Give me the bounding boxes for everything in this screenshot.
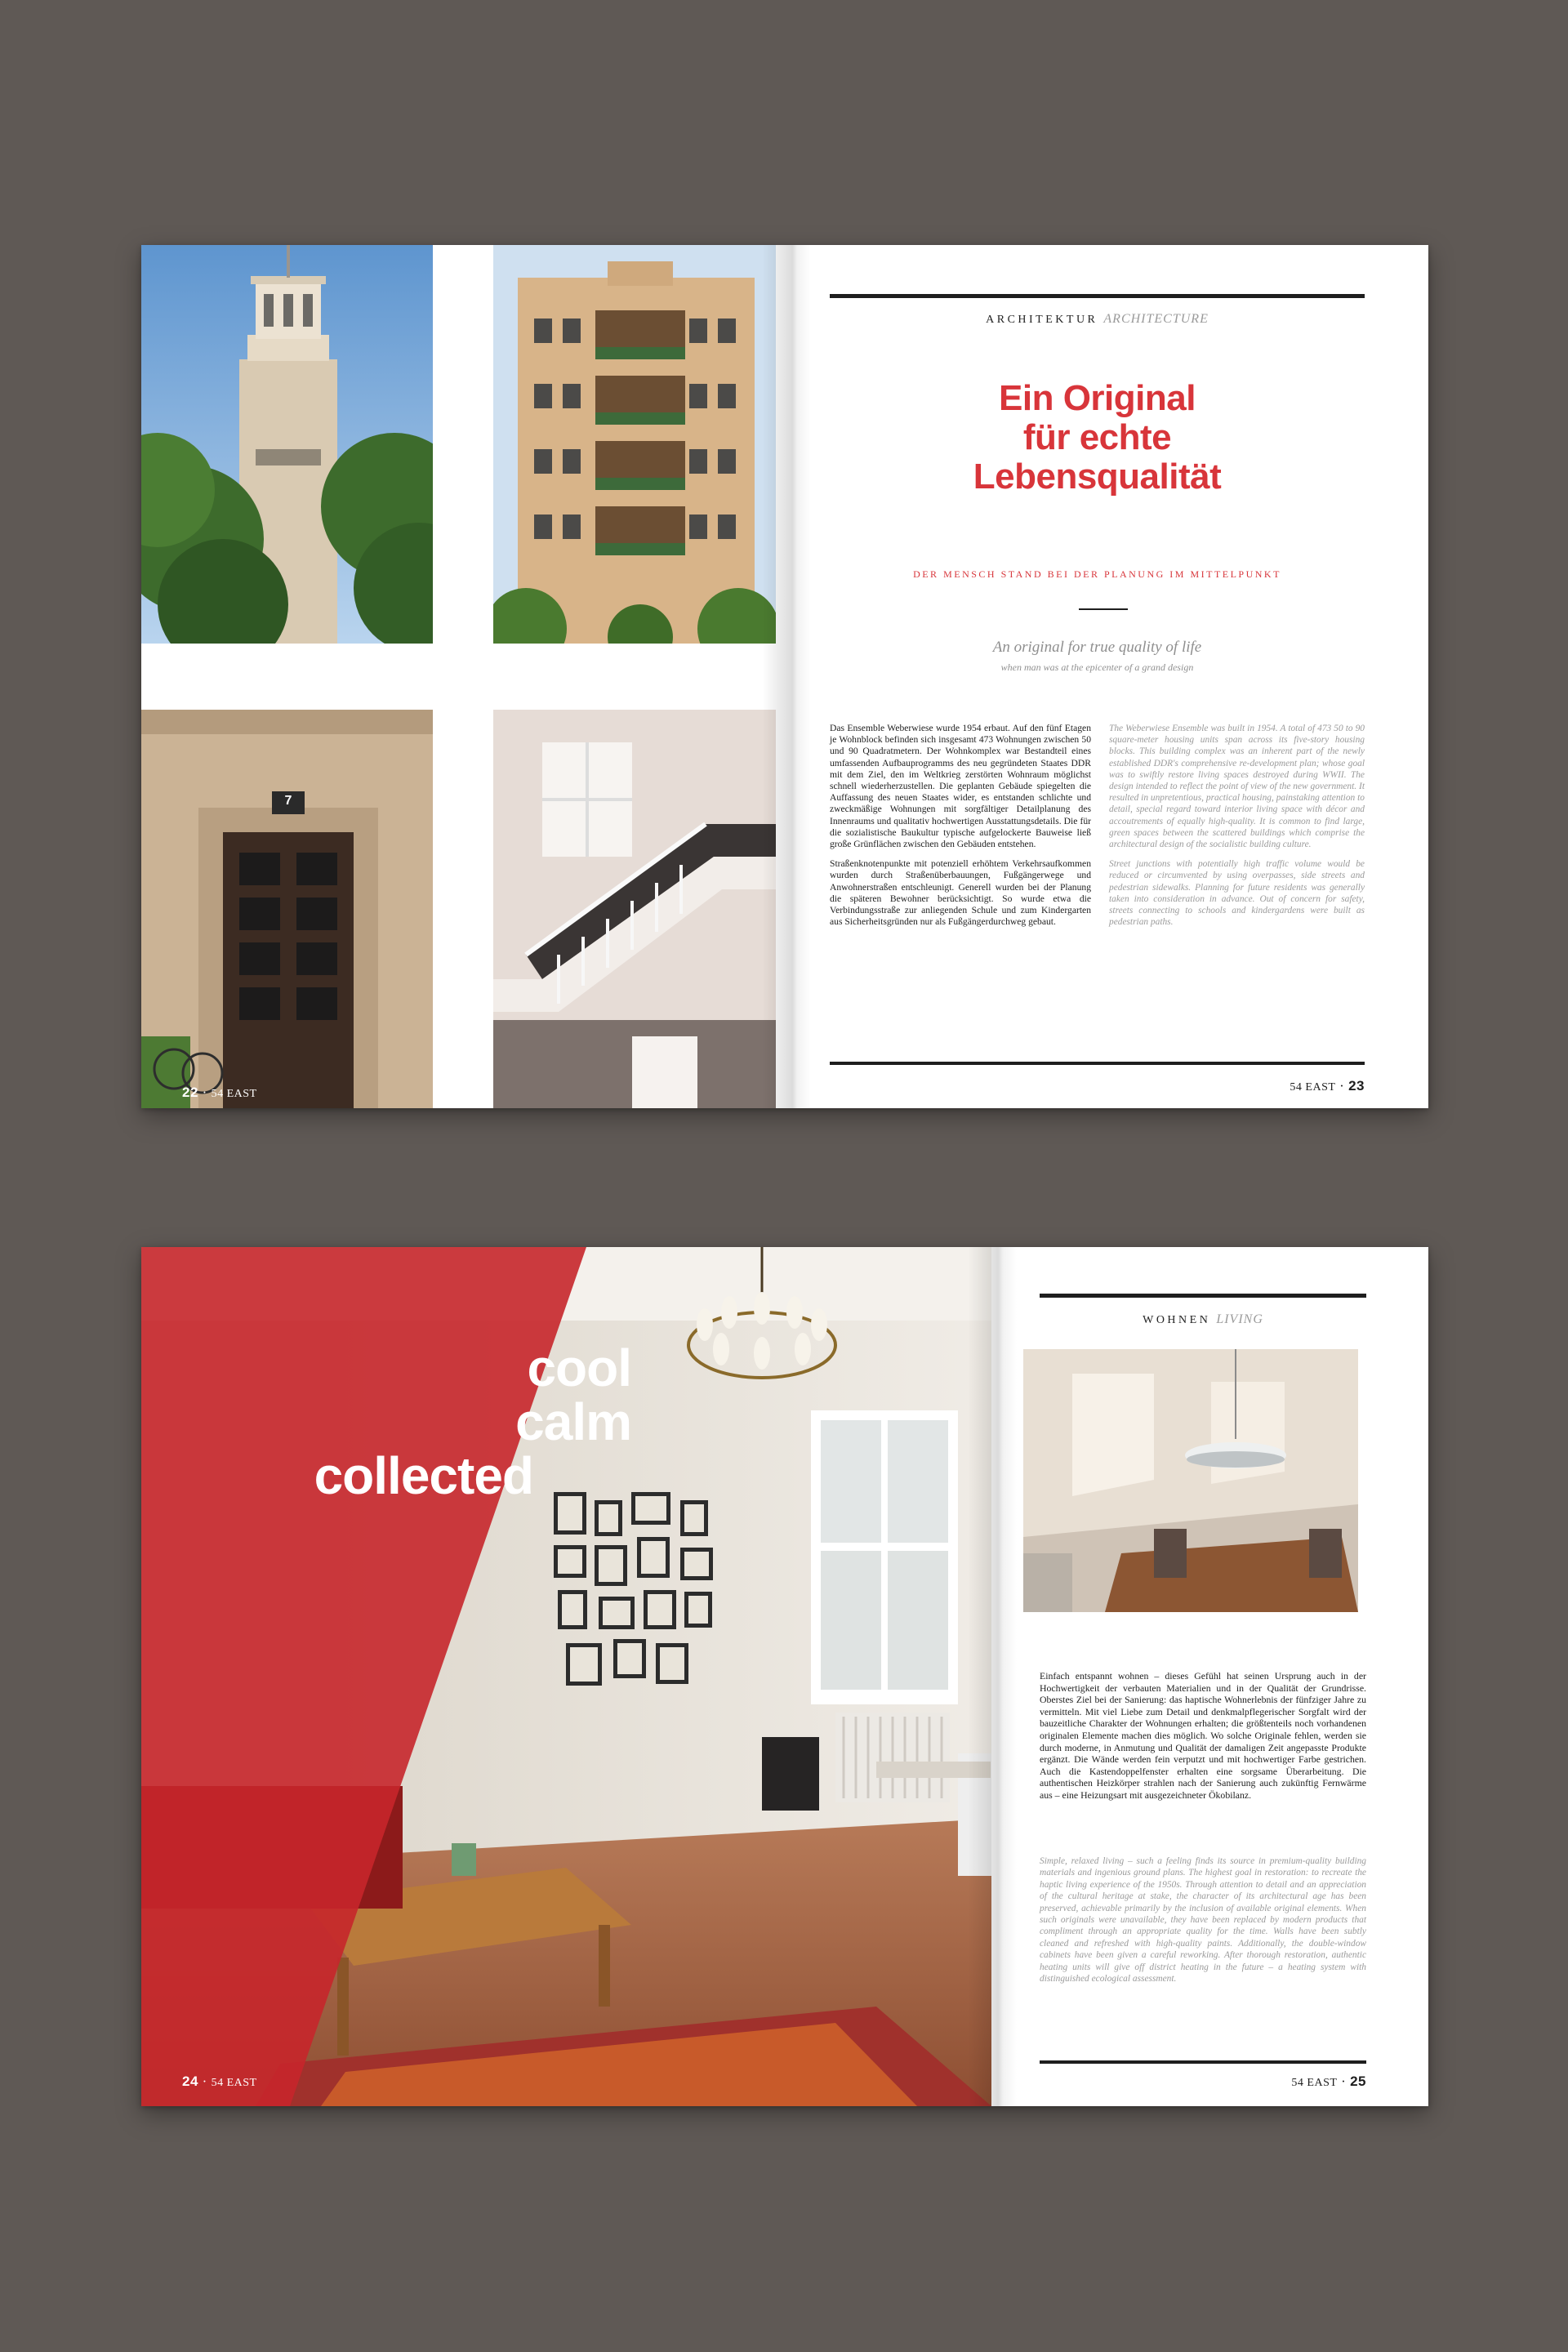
- section-label-de: WOHNEN: [1143, 1314, 1211, 1326]
- spread-architecture: [141, 245, 1428, 1108]
- folio-right-brand: 54 EAST: [1291, 2077, 1338, 2089]
- bottom-rule: [1040, 2060, 1366, 2064]
- section-label: [830, 312, 1365, 327]
- section-label-de: ARCHITEKTUR: [986, 314, 1098, 326]
- top-rule: [830, 294, 1365, 298]
- folio-right: 54 EAST · 25: [1291, 2074, 1366, 2089]
- folio-left-brand: 54 EAST: [211, 1088, 257, 1100]
- body-en: [1109, 723, 1365, 928]
- headline-line-3: Lebensqualität: [973, 457, 1222, 497]
- body-de-paragraph-1: Das Ensemble Weberwiese wurde 1954 erbaut. Auf den fünf Etagen je Wohnblock befinden sich insgesamt 473 Wohnungen zwischen 50 und 90 Quadratmetern. Der Wohnkomplex war Bestandteil eines umfassenden Aufbauprogramms des neu gegründeten Staates DDR mit dem Ziel, den im Weltkrieg zerstörten Wohnraum möglichst schnell wiederherzustellen. Die geplanten Gebäude spiegelten die Auffassung des neuen Staates wider, es entstanden schlichte und zweckmäßige Wohnungen mit sorgfältiger Detailplanung des Innenraums und qualitativ hochwertigen Ausstattungsdetails. Die für die sozialistische Baukultur typische aufgelockerte Bauweise ließ große Grünflächen zwischen den Gebäuden entstehen.: [830, 723, 1091, 850]
- door-number: 7: [284, 794, 292, 808]
- body-en-paragraph-1: The Weberwiese Ensemble was built in 1954. A total of 473 50 to 90 square-meter housing units span across its five-story housing blocks. This building complex was an inherent part of the newly established DDR's comprehensive re-development plan; whose goal was to swiftly restore living spaces destroyed during WWII. The design intended to reflect the point of view of the new government. It resulted in unpretentious, practical housing, painstaking attention to detail, special regard toward interior living space with décor and accoutrements of equally high-quality. It is common to find large, green spaces between the scattered buildings which comprise the architectural design of the socialistic building culture.: [1109, 724, 1365, 850]
- photo-dining-lamp: [1023, 1349, 1358, 1612]
- body-en-paragraph-2: Street junctions with potentially high traffic volume would be reduced or circumvented by using overpasses, side streets and pedestrian sidewalks. Planning for future residents was generally taken into consideration in advance. Out of concern for safety, streets connecting to schools and kindergardens were built as pedestrian paths.: [1109, 859, 1365, 928]
- photo-facade: [493, 245, 776, 644]
- folio-left: 22 · 54 EAST: [182, 1085, 257, 1100]
- body-de-paragraph-2: Straßenknotenpunkte mit potenziell erhöhtem Verkehrsaufkommen wurden durch Straßenüberbauungen, Fußgängerwege und Anwohnerstraßen entschleunigt. Generell wurden bei der Planung die späteren Bewohner berücksichtigt. So wurde etwa die Verbindungsstraße zur anliegenden Schule und zum Kindergarten aus Sicherheitsgründen nur als Fußgängerdurchweg gebaut.: [830, 858, 1091, 928]
- photo-stairwell: [493, 710, 776, 1108]
- headline-cool: cool: [527, 1339, 631, 1397]
- folio-left-number: 24: [182, 2074, 198, 2089]
- folio-left-number: 22: [182, 1085, 198, 1100]
- headline-collected: collected: [314, 1446, 533, 1505]
- subtitle-en: An original for true quality of life: [992, 639, 1202, 656]
- subtitle-en-2: when man was at the epicenter of a grand design: [1000, 662, 1194, 673]
- body-de: [830, 723, 1091, 928]
- section-label-en: LIVING: [1216, 1312, 1263, 1326]
- spread-living: [141, 1247, 1428, 2106]
- photo-tower: [141, 245, 433, 644]
- kicker: DER MENSCH STAND BEI DER PLANUNG IM MITTELPUNKT: [913, 568, 1281, 580]
- cool-calm-collected-headline: [190, 1341, 631, 1503]
- bottom-rule: [830, 1062, 1365, 1065]
- top-rule: [1040, 1294, 1366, 1298]
- headline: [830, 379, 1365, 497]
- headline-calm: calm: [515, 1392, 631, 1451]
- section-label-en: ARCHITECTURE: [1103, 312, 1209, 326]
- folio-right-brand: 54 EAST: [1290, 1081, 1336, 1094]
- headline-line-1: Ein Original: [999, 378, 1196, 418]
- center-rule: [1079, 608, 1128, 610]
- headline-line-2: für echte: [1022, 417, 1172, 457]
- photo-door: [141, 710, 433, 1108]
- folio-right-number: 23: [1348, 1078, 1365, 1094]
- folio-right-number: 25: [1350, 2074, 1366, 2089]
- body-de: Einfach entspannt wohnen – dieses Gefühl hat seinen Ursprung auch in der Hochwertigkeit der verbauten Materialien und in der Qualität der Grundrisse. Oberstes Ziel bei der Sanierung: das haptische Wohnerlebnis der fünfziger Jahre zu vermitteln. Mit viel Liebe zum Detail und denkmalpflegerischer Sorgfalt wird der bauzeitliche Charakter der Wohnungen erhalten; die größtenteils noch vorhandenen originalen Elemente machen dies möglich. Wo solche Originale fehlen, werden sie durch moderne, in Anmutung und Qualität der damaligen Zeit angepasste Produkte ergänzt. Die Wände werden fein verputzt und mit hochwertiger Farbe gestrichen. Auch die Kastendoppelfenster erhalten eine sorgsame Überarbeitung. Die authentischen Heizkörper strahlen nach der Sanierung auch zukünftig Fernwärme aus – eine Heizungsart mit ausgezeichneter Ökobilanz.: [1040, 1670, 1366, 1801]
- folio-right: 54 EAST · 23: [1290, 1078, 1365, 1094]
- folio-left-brand: 54 EAST: [211, 2077, 257, 2089]
- section-label: [1040, 1312, 1366, 1327]
- folio-left: 24 · 54 EAST: [182, 2074, 257, 2089]
- body-en: Simple, relaxed living – such a feeling finds its source in premium-quality building materials and ingenious ground plans. The highest goal in restoration: to recreate the haptic living experience of the 1950s. Through attention to detail and an appreciation of the cultural heritage at stake, the character of its architectural age has been preserved, achievable primarily by the inclusion of available original elements. When such originals were unavailable, they have been replaced by modern products that compliment through an appropriate quality for the time. Walls have been subtly cleaned and refreshed with high-quality paints. Additionally, the double-window cabinets have been given a careful reworking. After thorough restoration, authentic heating units will give off district heating in the future – a heating system with distinguished ecological assessment.: [1040, 1856, 1366, 1984]
